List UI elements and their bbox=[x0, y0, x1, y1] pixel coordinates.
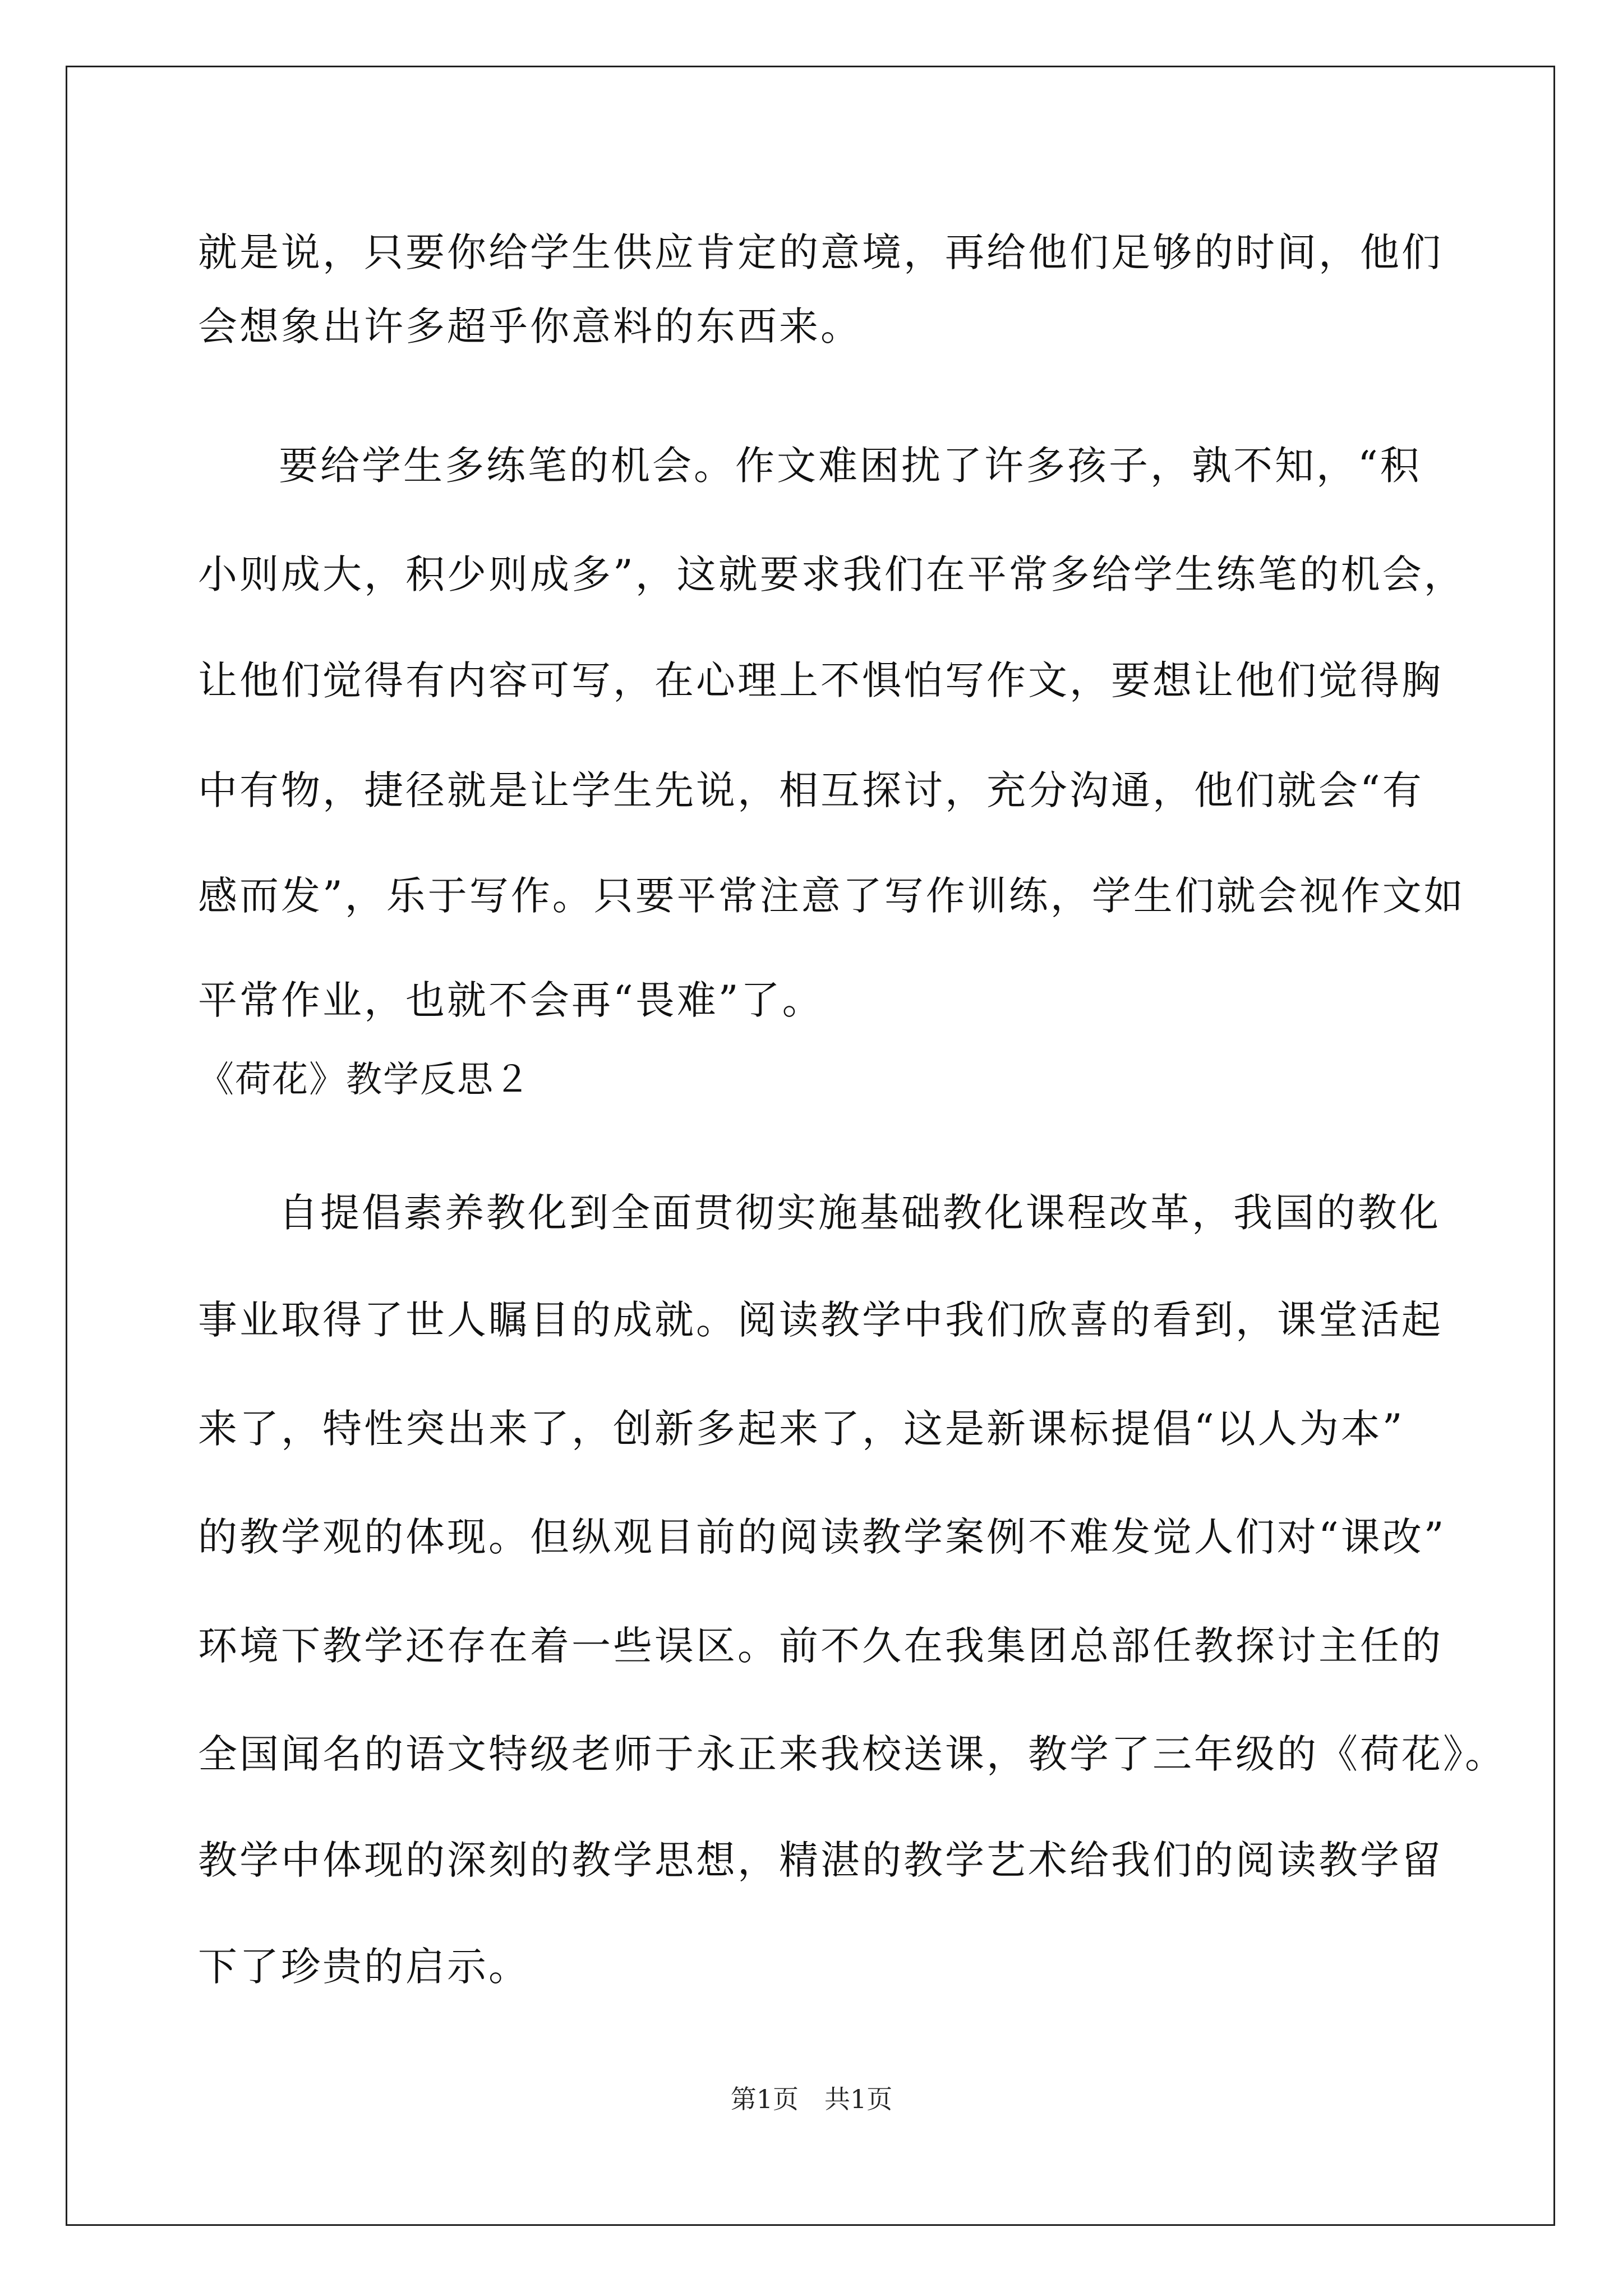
paragraph-line: 小则成大，积少则成多”，这就要求我们在平常多给学生练笔的机会， bbox=[198, 551, 1465, 597]
paragraph-line: 就是说，只要你给学生供应肯定的意境，再给他们足够的时间，他们 bbox=[198, 229, 1443, 275]
paragraph-line: 平常作业，也就不会再“畏难”了。 bbox=[198, 977, 824, 1023]
paragraph-line: 来了，特性突出来了，创新多起来了，这是新课标提倡“以人为本” bbox=[198, 1406, 1405, 1452]
paragraph-line: 中有物，捷径就是让学生先说，相互探讨，充分沟通，他们就会“有 bbox=[198, 767, 1424, 813]
paragraph-line: 会想象出许多超乎你意料的东西来。 bbox=[198, 303, 862, 349]
page-footer: 第1页 共1页 bbox=[730, 2084, 893, 2114]
page-border bbox=[66, 66, 1555, 2226]
paragraph-line: 要给学生多练笔的机会。作文难困扰了许多孩子，孰不知，“积 bbox=[279, 443, 1422, 489]
section-title: 《荷花》教学反思２ bbox=[198, 1059, 531, 1101]
paragraph-line: 环境下教学还存在着一些误区。前不久在我集团总部任教探讨主任的 bbox=[198, 1623, 1443, 1669]
paragraph-line: 感而发”，乐于写作。只要平常注意了写作训练，学生们就会视作文如 bbox=[198, 873, 1465, 919]
paragraph-line: 自提倡素养教化到全面贯彻实施基础教化课程改革，我国的教化 bbox=[279, 1190, 1441, 1236]
paragraph-line: 让他们觉得有内容可写，在心理上不惧怕写作文，要想让他们觉得胸 bbox=[198, 657, 1443, 703]
paragraph-line: 事业取得了世人瞩目的成就。阅读教学中我们欣喜的看到，课堂活起 bbox=[198, 1297, 1443, 1343]
paragraph-line: 下了珍贵的启示。 bbox=[198, 1944, 530, 1990]
paragraph-line: 的教学观的体现。但纵观目前的阅读教学案例不难发觉人们对“课改” bbox=[198, 1514, 1446, 1560]
paragraph-line: 教学中体现的深刻的教学思想，精湛的教学艺术给我们的阅读教学留 bbox=[198, 1837, 1443, 1883]
paragraph-line: 全国闻名的语文特级老师于永正来我校送课，教学了三年级的《荷花》。 bbox=[198, 1731, 1506, 1777]
